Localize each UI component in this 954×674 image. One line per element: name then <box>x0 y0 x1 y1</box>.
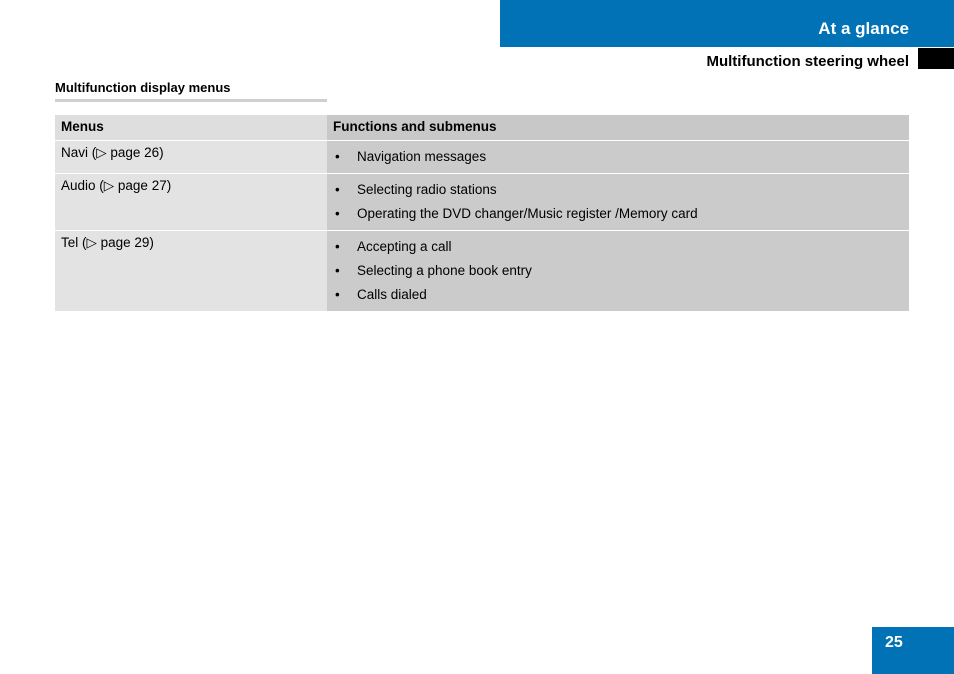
page-number: 25 <box>885 634 903 651</box>
menu-tel-link[interactable]: Tel (▷ page 29) <box>61 234 154 250</box>
function-list <box>335 235 903 307</box>
menu-cell-audio <box>55 173 327 230</box>
chapter-title: At a glance <box>818 19 909 38</box>
list-item: • Navigation messages <box>335 145 903 169</box>
function-list <box>335 145 903 169</box>
list-item: • Operating the DVD changer/Music register /Memory card <box>335 202 903 226</box>
list-item: • Selecting radio stations <box>335 178 903 202</box>
functions-cell-audio <box>327 173 909 230</box>
subheading: Multifunction display menus <box>55 80 231 95</box>
menus-table <box>55 115 909 311</box>
menu-audio-link[interactable]: Audio (▷ page 27) <box>61 177 172 193</box>
functions-cell-tel <box>327 230 909 311</box>
menu-cell-navi <box>55 140 327 173</box>
table-row <box>55 173 909 230</box>
table-row <box>55 230 909 311</box>
section-tab-marker <box>918 48 954 69</box>
subheading-rule <box>55 99 327 102</box>
list-item: • Selecting a phone book entry <box>335 259 903 283</box>
list-item: • Accepting a call <box>335 235 903 259</box>
menu-navi-link[interactable]: Navi (▷ page 26) <box>61 144 164 160</box>
column-header-menus: Menus <box>55 115 327 140</box>
functions-cell-navi <box>327 140 909 173</box>
list-item: • Calls dialed <box>335 283 903 307</box>
table-row <box>55 140 909 173</box>
column-header-functions: Functions and submenus <box>327 115 909 140</box>
menu-cell-tel <box>55 230 327 311</box>
table-header-row <box>55 115 909 140</box>
section-title: Multifunction steering wheel <box>706 53 909 70</box>
function-list <box>335 178 903 226</box>
